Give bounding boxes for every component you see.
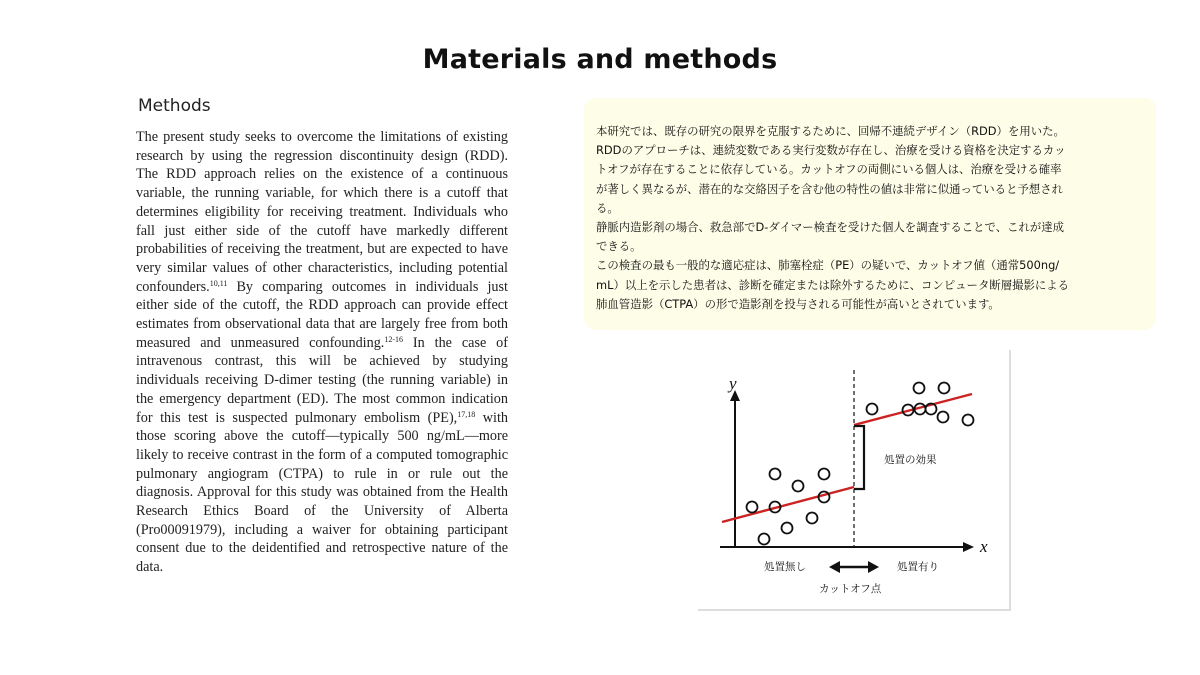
paper-text-segment: By comparing outcomes in individuals just either side of the cutoff, the RDD approach can provide effect estimates from observational data that are largely free from both measured and unmeasured confounding. — [136, 278, 508, 351]
paper-text-segment: with those scoring above the cutoff—typically 500 ng/mL—more likely to receive contrast in the form of a computed tomographic pulmonary angiogram (CTPA) to rule in or rule out the diagnosis. Approval for this study was obtained from the Health Research Ethics Board of the University of Alberta (Pro00091979), including a waiver for obtaining participant consent due to the deidentified and retrospective nature of the data. — [136, 409, 508, 576]
right-region-label: 処置有り — [897, 561, 939, 573]
summary-line: 静脈内造影剤の場合、救急部でD-ダイマー検査を受けた個人を調査することで、これが達成 — [596, 220, 1065, 235]
x-axis-label: x — [980, 537, 988, 556]
summary-line: 肺血管造影（CTPA）の形で造影剤を投与される可能性が高いとされています。 — [596, 296, 1000, 311]
slide-title: Materials and methods — [422, 44, 778, 75]
summary-line: る。 — [596, 200, 619, 215]
cutoff-label: カットオフ点 — [819, 583, 882, 595]
citation-superscript: 12-16 — [384, 334, 404, 344]
summary-line: が著しく異なるが、潜在的な交絡因子を含む他の特性の値は非常に似通っていると予想され — [596, 181, 1064, 196]
rdd-diagram-svg — [698, 350, 1014, 612]
summary-line: この検査の最も一般的な適応症は、肺塞栓症（PE）の疑いで、カットオフ値（通常500ng/ — [596, 258, 1060, 273]
effect-label: 処置の効果 — [884, 454, 937, 466]
y-axis-label: y — [729, 374, 737, 393]
paper-excerpt — [136, 96, 508, 577]
summary-line: RDDのアプローチは、連続変数である実行変数が存在し、治療を受ける資格を決定するカッ — [596, 143, 1066, 158]
paper-heading: Methods — [138, 96, 211, 116]
citation-superscript: 17,18 — [457, 409, 476, 419]
japanese-summary-box — [584, 98, 1156, 330]
summary-line: できる。 — [596, 239, 642, 254]
paper-body — [136, 128, 508, 577]
figure-background — [698, 350, 1014, 612]
paper-text-segment: The present study seeks to overcome the limitations of existing research by using the regression discontinuity design (RDD). The RDD approach relies on the existence of a continuous variable, the running variable, for which there is a cutoff that determines eligibility for receiving treatment. Individuals who fall just either side of the cutoff have markedly different probabilities of receiving the treatment, but are expected to have very similar values of other characteristics, including potential confounders. — [136, 129, 508, 295]
citation-superscript: 10,11 — [209, 278, 228, 288]
summary-line: 本研究では、既存の研究の限界を克服するために、回帰不連続デザイン（RDD）を用いた。 — [596, 124, 1065, 138]
rdd-diagram — [698, 350, 1014, 612]
left-region-label: 処置無し — [764, 561, 806, 573]
paper-text-segment: In the case of intravenous contrast, this will be achieved by studying individuals receiving D-dimer testing (the running variable) in the emergency department (ED). The most common indication for this test is suspected pulmonary embolism (PE), — [136, 334, 509, 426]
summary-line: mL）以上を示した患者は、診断を確定または除外するために、コンピュータ断層撮影による — [596, 277, 1070, 292]
summary-line: トオフが存在することに依存している。カットオフの両側にいる個人は、治療を受ける確率 — [596, 162, 1062, 177]
